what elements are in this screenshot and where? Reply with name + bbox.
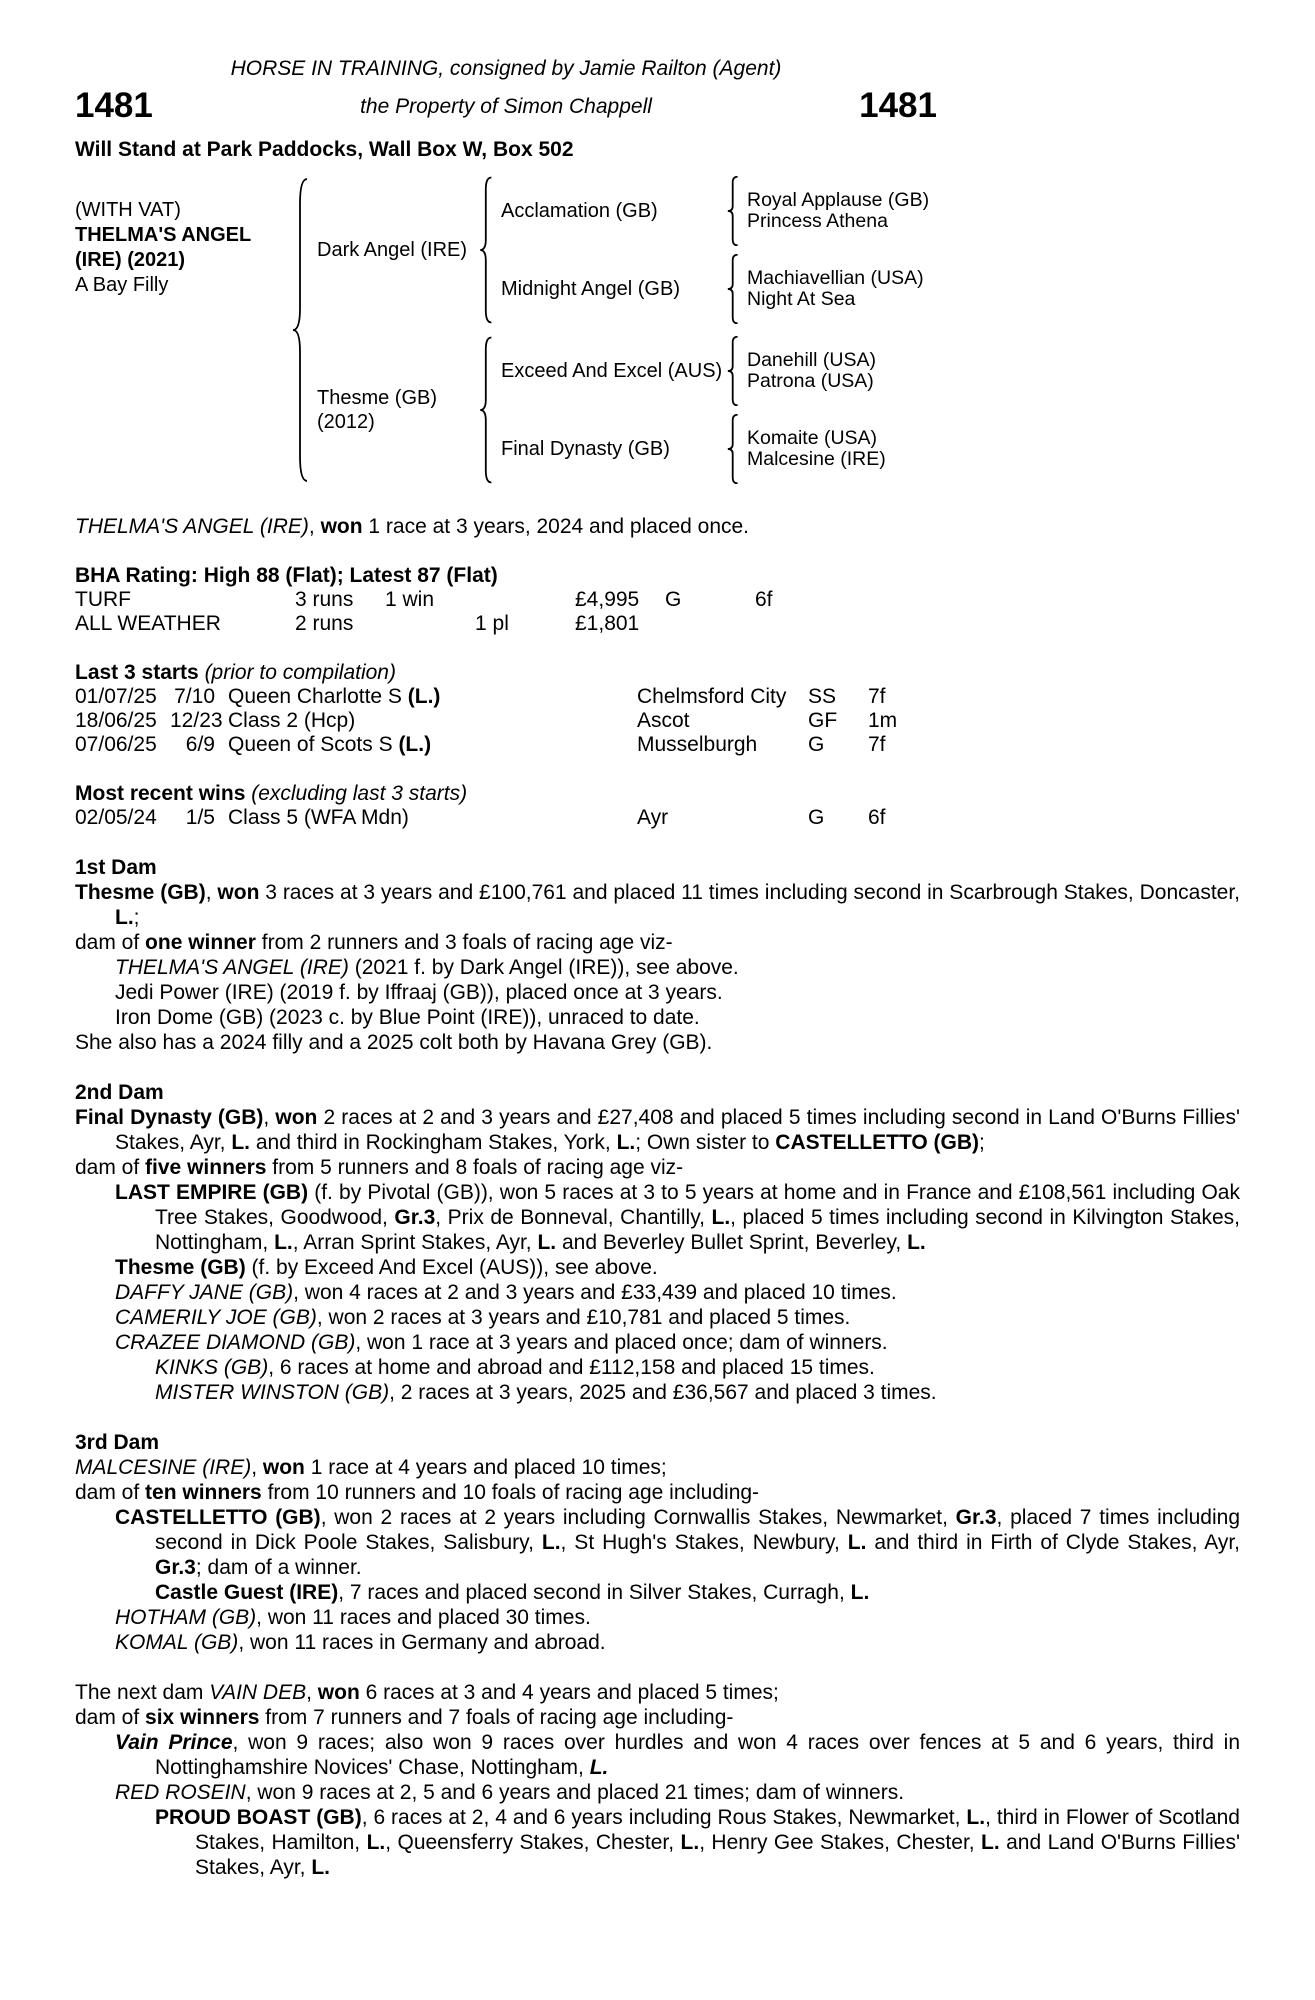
going: GF: [808, 709, 838, 732]
finish-position: 12/23: [170, 709, 223, 732]
sire-name-cell: [311, 176, 477, 324]
course-name: Chelmsford City: [637, 685, 787, 708]
lot-number-left: 1481: [75, 86, 153, 125]
dam-dam-branch: [493, 414, 941, 484]
win-row: [75, 806, 1240, 830]
section-subtitle: (excluding last 3 starts): [245, 782, 468, 805]
progeny-para: Jedi Power (IRE) (2019 f. by Iffraaj (GB)), placed once at 3 years.: [115, 981, 723, 1004]
ancestor-name: Royal Applause (GB): [747, 189, 930, 211]
section-title: Last 3 starts: [75, 661, 199, 684]
race-name: [215, 685, 637, 709]
progeny-para: THELMA'S ANGEL (IRE) (2021 f. by Dark Angel (IRE)), see above.: [115, 956, 739, 979]
progeny-para: CAMERILY JOE (GB), won 2 races at 3 years and £10,781 and placed 5 times.: [115, 1306, 851, 1329]
ancestor-name: Princess Athena: [747, 210, 888, 232]
race-name-text: Queen Charlotte S: [228, 685, 408, 708]
dam3-section: [75, 1430, 1240, 1655]
great-grandparents: [739, 254, 941, 324]
sire-dam-branch: [493, 254, 941, 324]
progeny-para: LAST EMPIRE (GB) (f. by Pivotal (GB)), won 5 races at 3 to 5 years at home and in France and £108,561 including Oak Tree Stakes, Goodwood, Gr.3, Prix de Bonneval, Chantilly, L., placed 5 times including second in Kilvington Stakes, Nottingham, L., Arran Sprint Stakes, Ayr, L. and Beverley Bullet Sprint, Beverley, L.: [115, 1181, 1240, 1254]
ancestor-name: Night At Sea: [747, 288, 856, 310]
earnings: £1,801: [575, 612, 640, 635]
finish-position: 1/5: [185, 806, 215, 829]
vat-note: (WITH VAT): [75, 199, 181, 221]
section-subtitle: (prior to compilation): [198, 661, 396, 684]
race-date: 01/07/25: [75, 685, 157, 708]
dam-ancestors: [493, 336, 941, 484]
progeny-para: Thesme (GB) (f. by Exceed And Excel (AUS)), see above.: [115, 1256, 658, 1279]
progeny-para: CASTELLETTO (GB), won 2 races at 2 years including Cornwallis Stakes, Newmarket, Gr.3, placed 7 times including second in Dick Poole Stakes, Salisbury, L., St Hugh's Stakes, Newbury, L. and third in Firth of Clyde Stakes, Ayr, Gr.3; dam of a winner.: [115, 1506, 1241, 1579]
brace-icon: [477, 176, 493, 324]
horse-suffix: (IRE) (2021): [75, 249, 186, 271]
ancestor-name: Machiavellian (USA): [747, 267, 924, 289]
earnings: £4,995: [575, 588, 640, 611]
grand-progeny-para: Castle Guest (IRE), 7 races and placed second in Silver Stakes, Curragh, L.: [155, 1581, 870, 1604]
dam-para: The next dam VAIN DEB, won 6 races at 3 and 4 years and placed 5 times;: [75, 1681, 779, 1704]
page-header: [75, 56, 937, 484]
dam-name-cell: [311, 336, 477, 484]
progeny-para: RED ROSEIN, won 9 races at 2, 5 and 6 years and placed 21 times; dam of winners.: [115, 1781, 905, 1804]
recent-wins-section: [75, 782, 1240, 830]
great-grandparents: [739, 176, 941, 246]
section-title: Most recent wins: [75, 782, 246, 805]
race-date: 02/05/24: [75, 806, 157, 829]
rating-section: [75, 564, 1240, 636]
surface-label: TURF: [75, 588, 131, 611]
ancestor-name: Patrona (USA): [747, 370, 874, 392]
horse-info: [75, 176, 289, 484]
progeny-para: Iron Dome (GB) (2023 c. by Blue Point (IRE)), unraced to date.: [115, 1006, 700, 1029]
property-row: [75, 86, 937, 130]
distance: [755, 612, 1240, 636]
progeny-para: Vain Prince, won 9 races; also won 9 races over hurdles and won 4 races over fences at 5 and 6 years, third in Nottinghamshire Novices' Chase, Nottingham, L.: [115, 1731, 1241, 1779]
grand-progeny-para: KINKS (GB), 6 races at home and abroad and £112,158 and placed 15 times.: [155, 1356, 875, 1379]
distance: 1m: [868, 709, 898, 732]
runs-count: 2 runs: [295, 612, 354, 635]
sire-ancestors: [493, 176, 941, 324]
dam1-heading: 1st Dam: [75, 856, 157, 879]
course-name: Ayr: [637, 806, 669, 829]
going: G: [808, 806, 825, 829]
race-name: [215, 709, 637, 733]
dam2-section: [75, 1080, 1240, 1405]
dam-branch: [311, 336, 941, 484]
next-dam-section: [75, 1680, 1240, 1880]
distance: 7f: [868, 733, 886, 756]
horse-name: THELMA'S ANGEL: [75, 224, 252, 246]
progeny-para: CRAZEE DIAMOND (GB), won 1 race at 3 years and placed once; dam of winners.: [115, 1331, 888, 1354]
race-date: 07/06/25: [75, 733, 157, 756]
horse-description: A Bay Filly: [75, 274, 169, 296]
dam-sire-name: Exceed And Excel (AUS): [501, 359, 723, 382]
finish-position: 7/10: [174, 685, 215, 708]
dam-para: dam of ten winners from 10 runners and 10 foals of racing age including-: [75, 1481, 760, 1504]
dam-para: She also has a 2024 filly and a 2025 colt both by Havana Grey (GB).: [75, 1031, 713, 1054]
sire-branch: [311, 176, 941, 324]
distance: 6f: [755, 588, 773, 611]
progeny-para: DAFFY JANE (GB), won 4 races at 2 and 3 years and £33,439 and placed 10 times.: [115, 1281, 897, 1304]
progeny-para: HOTHAM (GB), won 11 races and placed 30 times.: [115, 1606, 591, 1629]
great-grandparents: [739, 414, 941, 484]
brace-icon: [289, 176, 309, 484]
dam-dam-name: Final Dynasty (GB): [501, 437, 670, 460]
progeny-para: KOMAL (GB), won 11 races in Germany and abroad.: [115, 1631, 606, 1654]
dam-para: dam of five winners from 5 runners and 8 foals of racing age viz-: [75, 1156, 684, 1179]
race-grade: (L.): [398, 733, 432, 756]
brace-icon: [725, 414, 739, 484]
sire-name: Dark Angel (IRE): [317, 239, 468, 261]
start-row: [75, 733, 1240, 757]
sire-sire-branch: [493, 176, 941, 246]
race-name-text: Class 2 (Hcp): [228, 709, 356, 732]
brace-icon: [477, 336, 493, 484]
dam3-heading: 3rd Dam: [75, 1431, 160, 1454]
dam-para: dam of one winner from 2 runners and 3 foals of racing age viz-: [75, 931, 673, 954]
race-name-text: Class 5 (WFA Mdn): [228, 806, 409, 829]
stand-location: Will Stand at Park Paddocks, Wall Box W, Box 502: [75, 138, 574, 161]
race-name-text: Queen of Scots S: [228, 733, 399, 756]
great-grandparents: [739, 336, 941, 406]
sire-dam-name: Midnight Angel (GB): [501, 277, 680, 300]
start-row: [75, 685, 1240, 709]
dam2-heading: 2nd Dam: [75, 1081, 164, 1104]
pedigree-table: [75, 176, 941, 484]
grand-progeny-para: PROUD BOAST (GB), 6 races at 2, 4 and 6 years including Rous Stakes, Newmarket, L., third in Flower of Scotland Stakes, Hamilton, L., Queensferry Stakes, Chester, L., Henry Gee Stakes, Chester, L. and Land O'Burns Fillies' Stakes, Ayr, L.: [155, 1806, 1240, 1879]
wins-count: [385, 612, 475, 636]
race-summary: THELMA'S ANGEL (IRE), won 1 race at 3 years, 2024 and placed once.: [75, 515, 750, 538]
start-row: [75, 709, 1240, 733]
ancestor-name: Komaite (USA): [747, 427, 878, 449]
dam1-section: [75, 855, 1240, 1055]
sire-sire-name: Acclamation (GB): [501, 199, 658, 222]
going: G: [665, 588, 682, 611]
race-date: 18/06/25: [75, 709, 157, 732]
brace-icon: [725, 254, 739, 324]
wins-count: 1 win: [385, 588, 435, 611]
bha-rating-heading: BHA Rating: High 88 (Flat); Latest 87 (Flat): [75, 564, 498, 587]
dam-sire-branch: [493, 336, 941, 406]
runs-count: 3 runs: [295, 588, 354, 611]
dam-para: MALCESINE (IRE), won 1 race at 4 years and placed 10 times;: [75, 1456, 667, 1479]
race-name: [215, 733, 637, 757]
surface-label: ALL WEATHER: [75, 612, 221, 635]
dam-name: Thesme (GB): [317, 387, 438, 409]
ancestor-name: Danehill (USA): [747, 349, 876, 371]
lot-number-right: 1481: [859, 86, 937, 125]
course-name: Musselburgh: [637, 733, 758, 756]
dam-para: Final Dynasty (GB), won 2 races at 2 and 3 years and £27,408 and placed 5 times including second in Land O'Burns Fillies' Stakes, Ayr, L. and third in Rockingham Stakes, York, L.; Own sister to CASTELLETTO (GB);: [75, 1106, 1241, 1154]
brace-icon: [725, 176, 739, 246]
last-starts-heading: [75, 661, 1240, 685]
race-name: [215, 806, 637, 830]
distance: 7f: [868, 685, 886, 708]
going: [665, 612, 755, 636]
grand-progeny-para: MISTER WINSTON (GB), 2 races at 3 years, 2025 and £36,567 and placed 3 times.: [155, 1381, 937, 1404]
recent-wins-heading: [75, 782, 1240, 806]
property-line: the Property of Simon Chappell: [360, 95, 652, 118]
dam-para: Thesme (GB), won 3 races at 3 years and £100,761 and placed 11 times including second in Scarbrough Stakes, Doncaster, L.;: [75, 881, 1241, 929]
course-name: Ascot: [637, 709, 690, 732]
finish-position: 6/9: [185, 733, 215, 756]
record-row-turf: [75, 588, 1240, 612]
places-count: 1 pl: [475, 612, 509, 635]
brace-icon: [725, 336, 739, 406]
distance: 6f: [868, 806, 886, 829]
consignment-line: HORSE IN TRAINING, consigned by Jamie Railton (Agent): [230, 57, 782, 80]
record-row-all-weather: [75, 612, 1240, 636]
going: SS: [808, 685, 837, 708]
places-count: [475, 588, 575, 612]
ancestor-name: Malcesine (IRE): [747, 448, 886, 470]
dam-para: dam of six winners from 7 runners and 7 foals of racing age including-: [75, 1706, 734, 1729]
last-starts-section: [75, 661, 1240, 757]
race-grade: (L.): [407, 685, 441, 708]
dam-year: (2012): [317, 411, 375, 433]
pedigree-tree: [309, 176, 941, 484]
going: G: [808, 733, 825, 756]
